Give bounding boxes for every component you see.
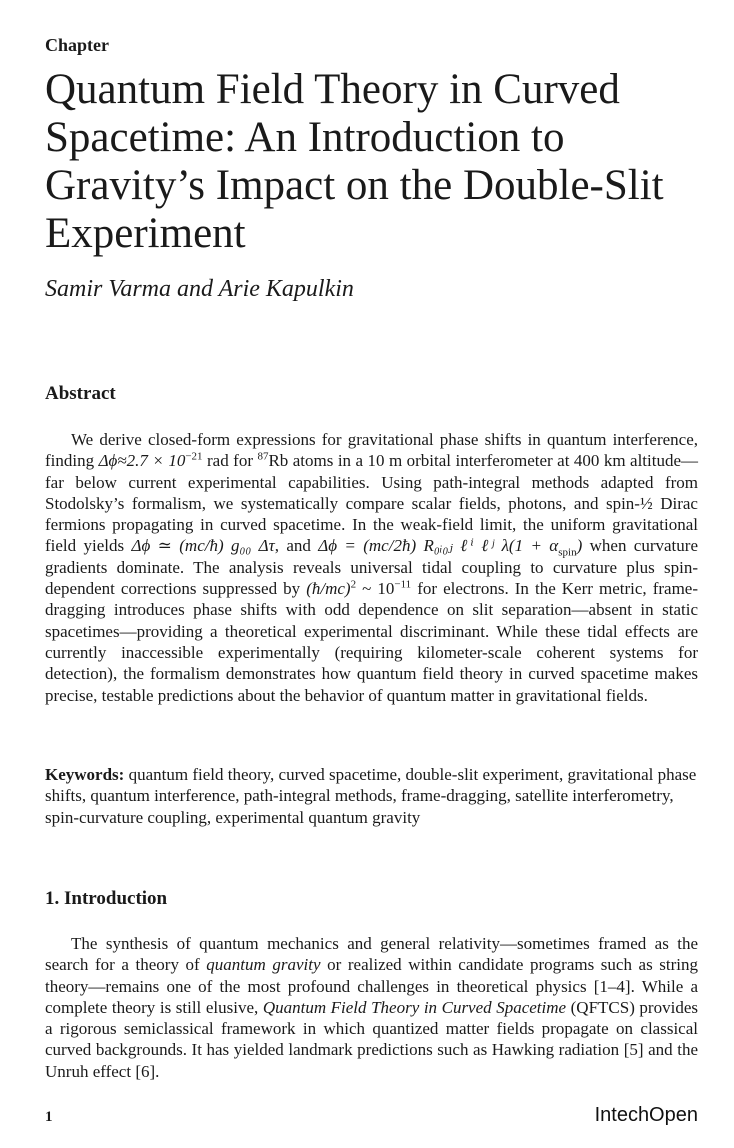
keywords <box>45 764 698 828</box>
abstract-text: Dirac fermions propagating in curved spacetime. In the weak-field limit, the uniform gravitational field yields <box>45 493 698 556</box>
abstract-text: when curvature gradients dominate. The analysis reveals universal tidal coupling to curvature plus spin-dependent corrections suppressed by <box>45 536 698 599</box>
keywords-list: quantum field theory, curved spacetime, double-slit experiment, gravitational phase shifts, quantum interference, path-integral methods, frame-dragging, satellite interferometry, spin-curvature coupling, experimental quantum gravity <box>45 765 697 827</box>
publisher-logo: IntechOpen <box>594 1104 698 1126</box>
suppression-order-exponent: −11 <box>394 578 412 591</box>
suppression-factor: (ħ/mc) <box>306 579 351 599</box>
abstract-text: rad for <box>202 451 258 471</box>
intro-emphasis: Quantum Field Theory in Curved Spacetime <box>262 997 567 1017</box>
tidal-equation: Δϕ = (mc/2ħ) R₀ᵢ₀ⱼ ℓⁱ ℓʲ λ(1 + α <box>318 536 559 556</box>
keywords-label: Keywords: <box>45 765 125 784</box>
spin-fraction: ½ <box>639 493 653 513</box>
intro-text: (QFTCS) provides a rigorous semiclassical framework in which quantized matter fields propagate on classical curved backgrounds. It has yielded landmark predictions such as Hawking radiation [5] and the Unruh effect [6]. <box>45 997 698 1081</box>
abstract-text: Rb atoms in a 10 m orbital interferometer at 400 km altitude—far below current experimental capabilities. Using path-integral methods adapted from Stodolsky’s formalism, we systematically compare scalar fields, photons, and spin- <box>45 451 699 513</box>
abstract-text: , and <box>274 536 319 556</box>
authors: Samir Varma and Arie Kapulkin <box>45 276 354 302</box>
chapter-label: Chapter <box>45 35 109 55</box>
introduction-body <box>45 933 698 1082</box>
uniform-field-equation: Δϕ ≃ (mc/ħ) g₀₀ Δτ <box>131 536 275 556</box>
intro-text: or realized within candidate programs such as string theory—remains one of the most profound challenges in theoretical physics [1–4]. While a complete theory is still elusive, <box>45 955 699 1017</box>
isotope-mass-number: 87 <box>257 450 269 463</box>
introduction-heading: 1. Introduction <box>45 888 168 909</box>
tidal-equation-close: ) <box>576 536 583 556</box>
abstract-heading: Abstract <box>45 383 116 404</box>
abstract-text: ~ 10 <box>356 579 395 599</box>
paper-title: Quantum Field Theory in Curved Spacetime: An Introduction to Gravity’s Impact on the Double-Slit Experiment <box>45 66 664 257</box>
phase-estimate: Δϕ≈2.7 × 10 <box>98 451 186 471</box>
phase-exponent: −21 <box>185 450 203 463</box>
abstract-body <box>45 429 698 706</box>
intro-emphasis: quantum gravity <box>206 955 321 975</box>
abstract-text: We derive closed-form expressions for gravitational phase shifts in quantum interference, finding <box>45 430 698 471</box>
tidal-equation-subscript: spin <box>558 546 577 559</box>
suppression-exponent: 2 <box>350 578 357 591</box>
intro-text: The synthesis of quantum mechanics and general relativity—sometimes framed as the search for a theory of <box>45 934 698 975</box>
abstract-text: for electrons. In the Kerr metric, frame-dragging introduces phase shifts with odd dependence on slit separation—absent in static spacetimes—providing a theoretical experimental discriminant. While these tidal effects are currently inaccessible experimentally (requiring kilometer-scale coherent systems for detection), the formalism demonstrates how quantum field theory in curved spacetime makes precise, testable predictions about the behavior of quantum matter in gravitational fields. <box>45 579 698 705</box>
page-number: 1 <box>45 1109 53 1125</box>
